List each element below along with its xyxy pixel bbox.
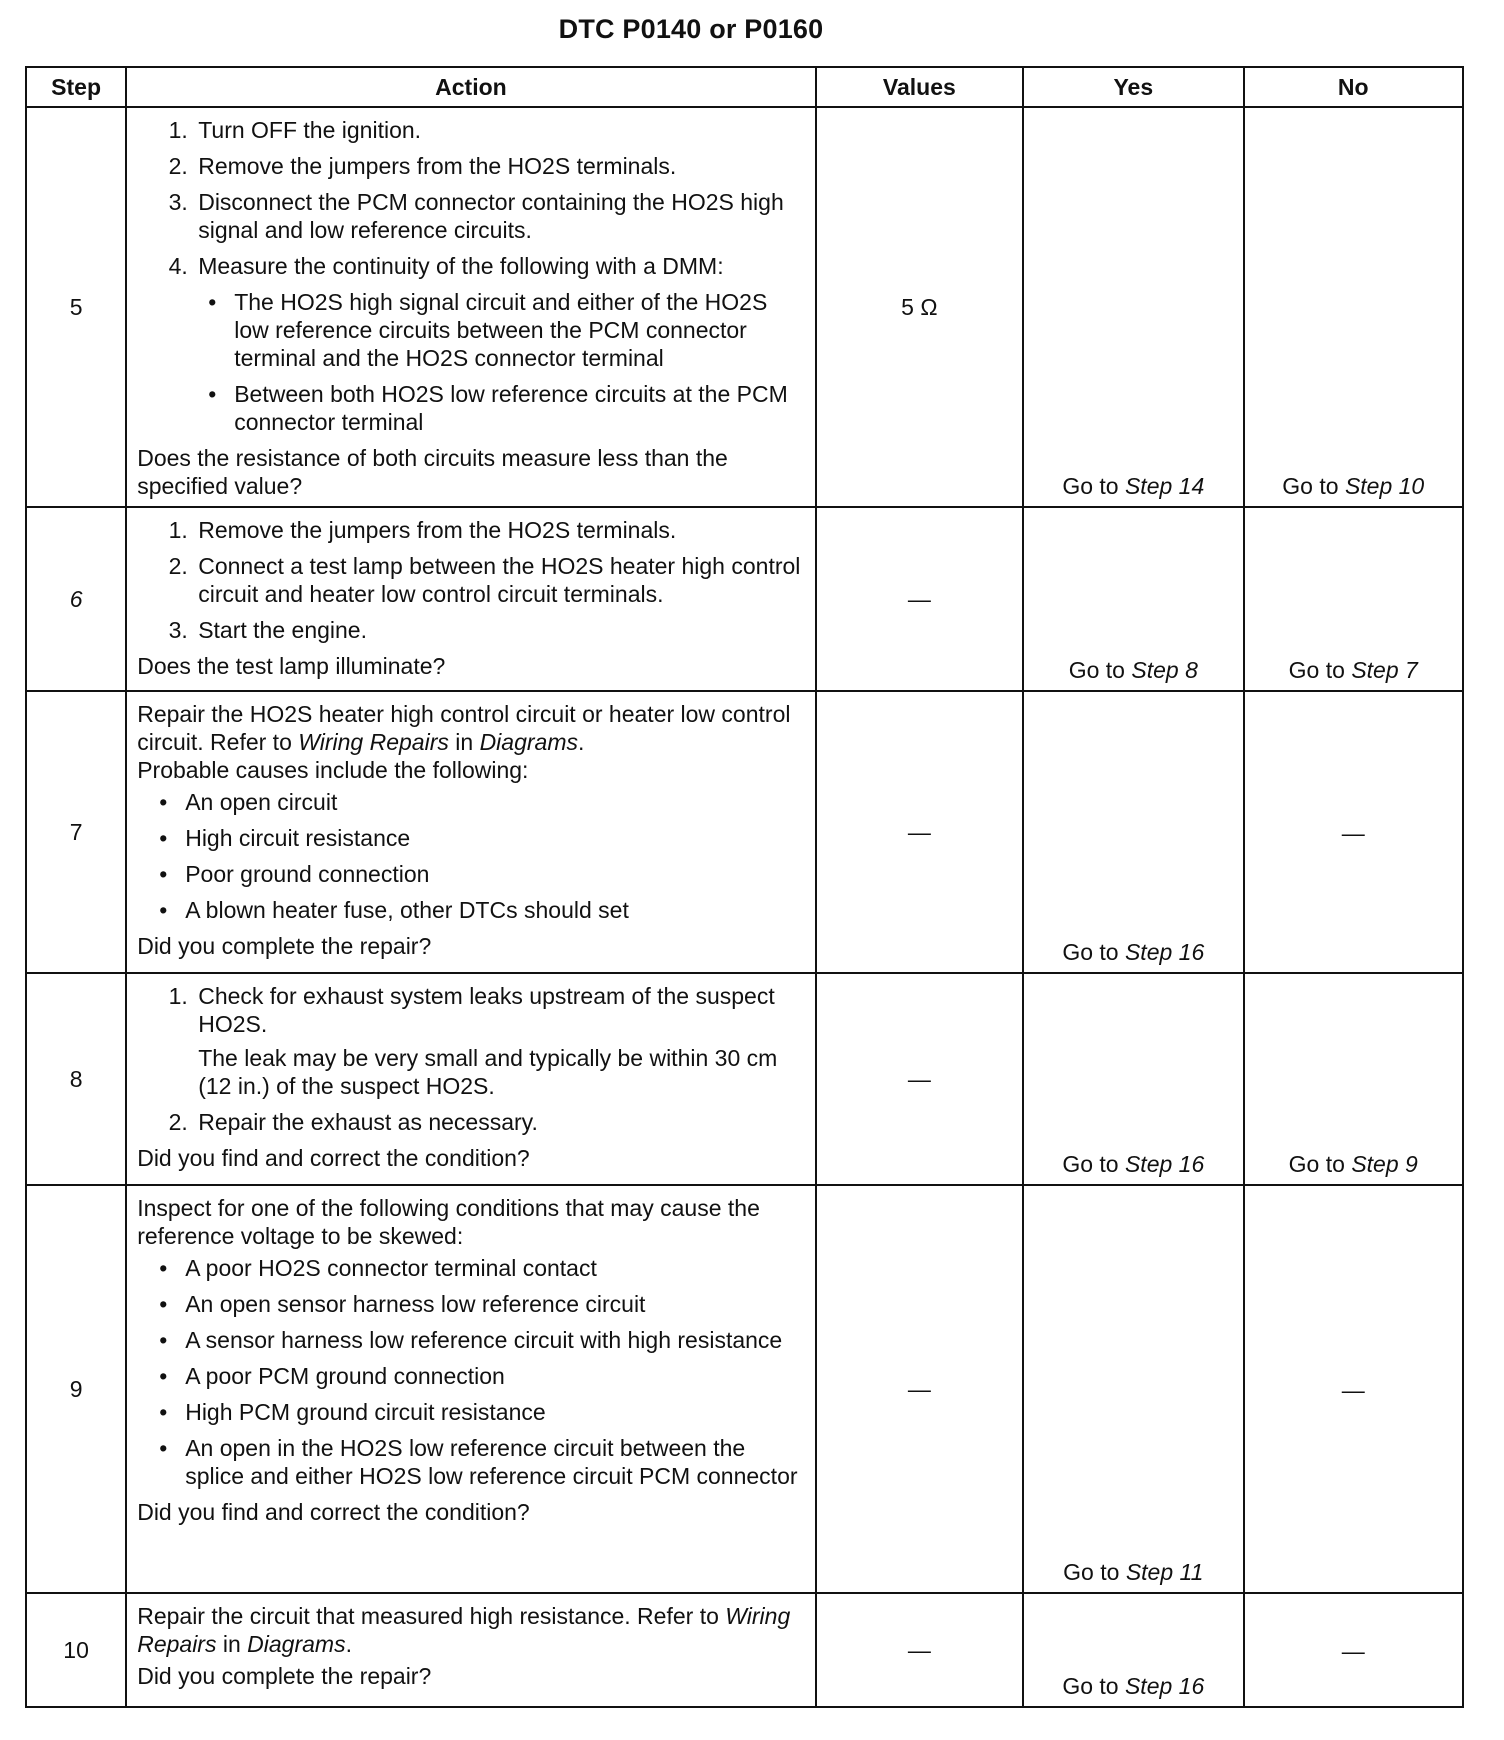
go-to-label: Go to [1062,1673,1119,1699]
action-intro: Inspect for one of the following conditions that may cause the reference voltage to be skewed: [137,1195,760,1249]
yes-step-ref: Step 11 [1125,1559,1204,1585]
yes-cell [1023,973,1243,1185]
no-cell [1244,507,1463,691]
bullet-item: • An open circuit [185,788,804,816]
bullet-item: • A sensor harness low reference circuit with high resistance [185,1326,804,1354]
header-step: Step [26,67,126,107]
yes-cell [1023,1593,1243,1707]
no-cell: — [1244,1185,1463,1593]
header-action: Action [126,67,815,107]
table-row-step-6 [26,507,1463,691]
bullet-list [198,288,804,436]
action-step-note: The leak may be very small and typically be within 30 cm (12 in.) of the suspect HO2S. [198,1045,778,1099]
go-to-label: Go to [1062,939,1119,965]
step-number: 10 [26,1593,126,1707]
action-question: Did you find and correct the condition? [137,1145,530,1171]
step-number: 9 [26,1185,126,1593]
header-yes: Yes [1023,67,1243,107]
action-question: Did you find and correct the condition? [137,1499,530,1525]
action-step: 3. Start the engine. [194,616,804,644]
action-cell [126,691,815,973]
bullet-item: • An open sensor harness low reference circuit [185,1290,804,1318]
yes-step-ref: Step 16 [1124,1673,1205,1699]
action-intro-text: Probable causes include the following: [137,757,529,783]
action-cell [126,507,815,691]
bullet-item: • A poor PCM ground connection [185,1362,804,1390]
diagrams-ref: Diagrams [247,1631,346,1657]
step-number: 8 [26,973,126,1185]
action-cell [126,973,815,1185]
bullet-item: • A blown heater fuse, other DTCs should set [185,896,804,924]
action-intro-text: Repair the circuit that measured high resistance. Refer to [137,1603,719,1629]
action-step: 2. Connect a test lamp between the HO2S heater high control circuit and heater low control circuit terminals. [194,552,804,608]
go-to-label: Go to [1282,473,1339,499]
yes-cell [1023,507,1243,691]
action-cell [126,1593,815,1707]
no-cell [1244,973,1463,1185]
bullet-item: • Between both HO2S low reference circuits at the PCM connector terminal [234,380,804,436]
bullet-item: • High PCM ground circuit resistance [185,1398,804,1426]
bullet-item: • High circuit resistance [185,824,804,852]
no-step-ref: Step 10 [1344,473,1425,499]
go-to-label: Go to [1062,473,1119,499]
action-question: Does the test lamp illuminate? [137,653,446,679]
step-number: 7 [26,691,126,973]
table-row-step-7 [26,691,1463,973]
header-no: No [1244,67,1463,107]
table-header-row [26,67,1463,107]
bullet-item: • A poor HO2S connector terminal contact [185,1254,804,1282]
go-to-label: Go to [1288,657,1345,683]
yes-cell [1023,1185,1243,1593]
action-step-text: Check for exhaust system leaks upstream of the suspect HO2S. [198,983,775,1037]
go-to-label: Go to [1288,1151,1345,1177]
table-row-step-5 [26,107,1463,507]
action-cell [126,1185,815,1593]
diagnostic-table [25,66,1464,1708]
wiring-repairs-ref: Wiring Repairs [298,729,449,755]
yes-step-ref: Step 14 [1124,473,1205,499]
action-steps [137,116,804,436]
action-question: Did you complete the repair? [137,933,432,959]
values-cell: — [816,1593,1023,1707]
no-step-ref: Step 9 [1351,1151,1418,1177]
no-cell: — [1244,1593,1463,1707]
action-intro: Repair the HO2S heater high control circuit or heater low control circuit. Refer to Wiring Repairs in Diagrams. Probable causes include the following: [137,701,791,783]
wiring-repairs-ref: Wiring Repairs [137,1603,791,1657]
step-number: 5 [26,107,126,507]
bullet-item: • An open in the HO2S low reference circuit between the splice and either HO2S low reference circuit PCM connector [185,1434,804,1490]
action-step [194,982,804,1100]
diagrams-ref: Diagrams [479,729,578,755]
table-row-step-10 [26,1593,1463,1707]
yes-step-ref: Step 8 [1131,657,1198,683]
action-intro: Repair the circuit that measured high resistance. Refer to Wiring Repairs in Diagrams. [137,1603,791,1657]
action-step: 1. Remove the jumpers from the HO2S terminals. [194,516,804,544]
action-cell [126,107,815,507]
values-cell: — [816,973,1023,1185]
yes-cell [1023,691,1243,973]
no-cell: — [1244,691,1463,973]
action-question: Did you complete the repair? [137,1663,432,1689]
bullet-item: • Poor ground connection [185,860,804,888]
table-row-step-8 [26,973,1463,1185]
no-step-ref: Step 7 [1351,657,1418,683]
action-step: 2. Repair the exhaust as necessary. [194,1108,804,1136]
in-text: in [222,1631,241,1657]
action-steps [137,982,804,1136]
bullet-item: • The HO2S high signal circuit and either of the HO2S low reference circuits between the PCM connector terminal and the HO2S connector terminal [234,288,804,372]
action-question: Does the resistance of both circuits measure less than the specified value? [137,445,728,499]
values-cell: 5 Ω [816,107,1023,507]
action-intro-text: Repair the HO2S heater high control circuit or heater low control circuit. Refer to [137,701,791,755]
action-step: 2. Remove the jumpers from the HO2S terminals. [194,152,804,180]
values-cell: — [816,1185,1023,1593]
no-cell [1244,107,1463,507]
action-step: 3. Disconnect the PCM connector containing the HO2S high signal and low reference circuits. [194,188,804,244]
yes-step-ref: Step 16 [1124,939,1205,965]
go-to-label: Go to [1063,1559,1120,1585]
table-row-step-9 [26,1185,1463,1593]
in-text: in [455,729,474,755]
values-cell: — [816,507,1023,691]
go-to-label: Go to [1062,1151,1119,1177]
page-title: DTC P0140 or P0160 [558,14,824,44]
go-to-label: Go to [1068,657,1125,683]
action-step: 1. Turn OFF the ignition. [194,116,804,144]
action-step-text: Measure the continuity of the following with a DMM: [198,253,724,279]
bullet-list [137,1254,804,1490]
values-cell: — [816,691,1023,973]
action-step [194,252,804,436]
header-values: Values [816,67,1023,107]
yes-step-ref: Step 16 [1124,1151,1205,1177]
action-steps [137,516,804,644]
step-number: 6 [26,507,126,691]
bullet-list [137,788,804,924]
yes-cell [1023,107,1243,507]
